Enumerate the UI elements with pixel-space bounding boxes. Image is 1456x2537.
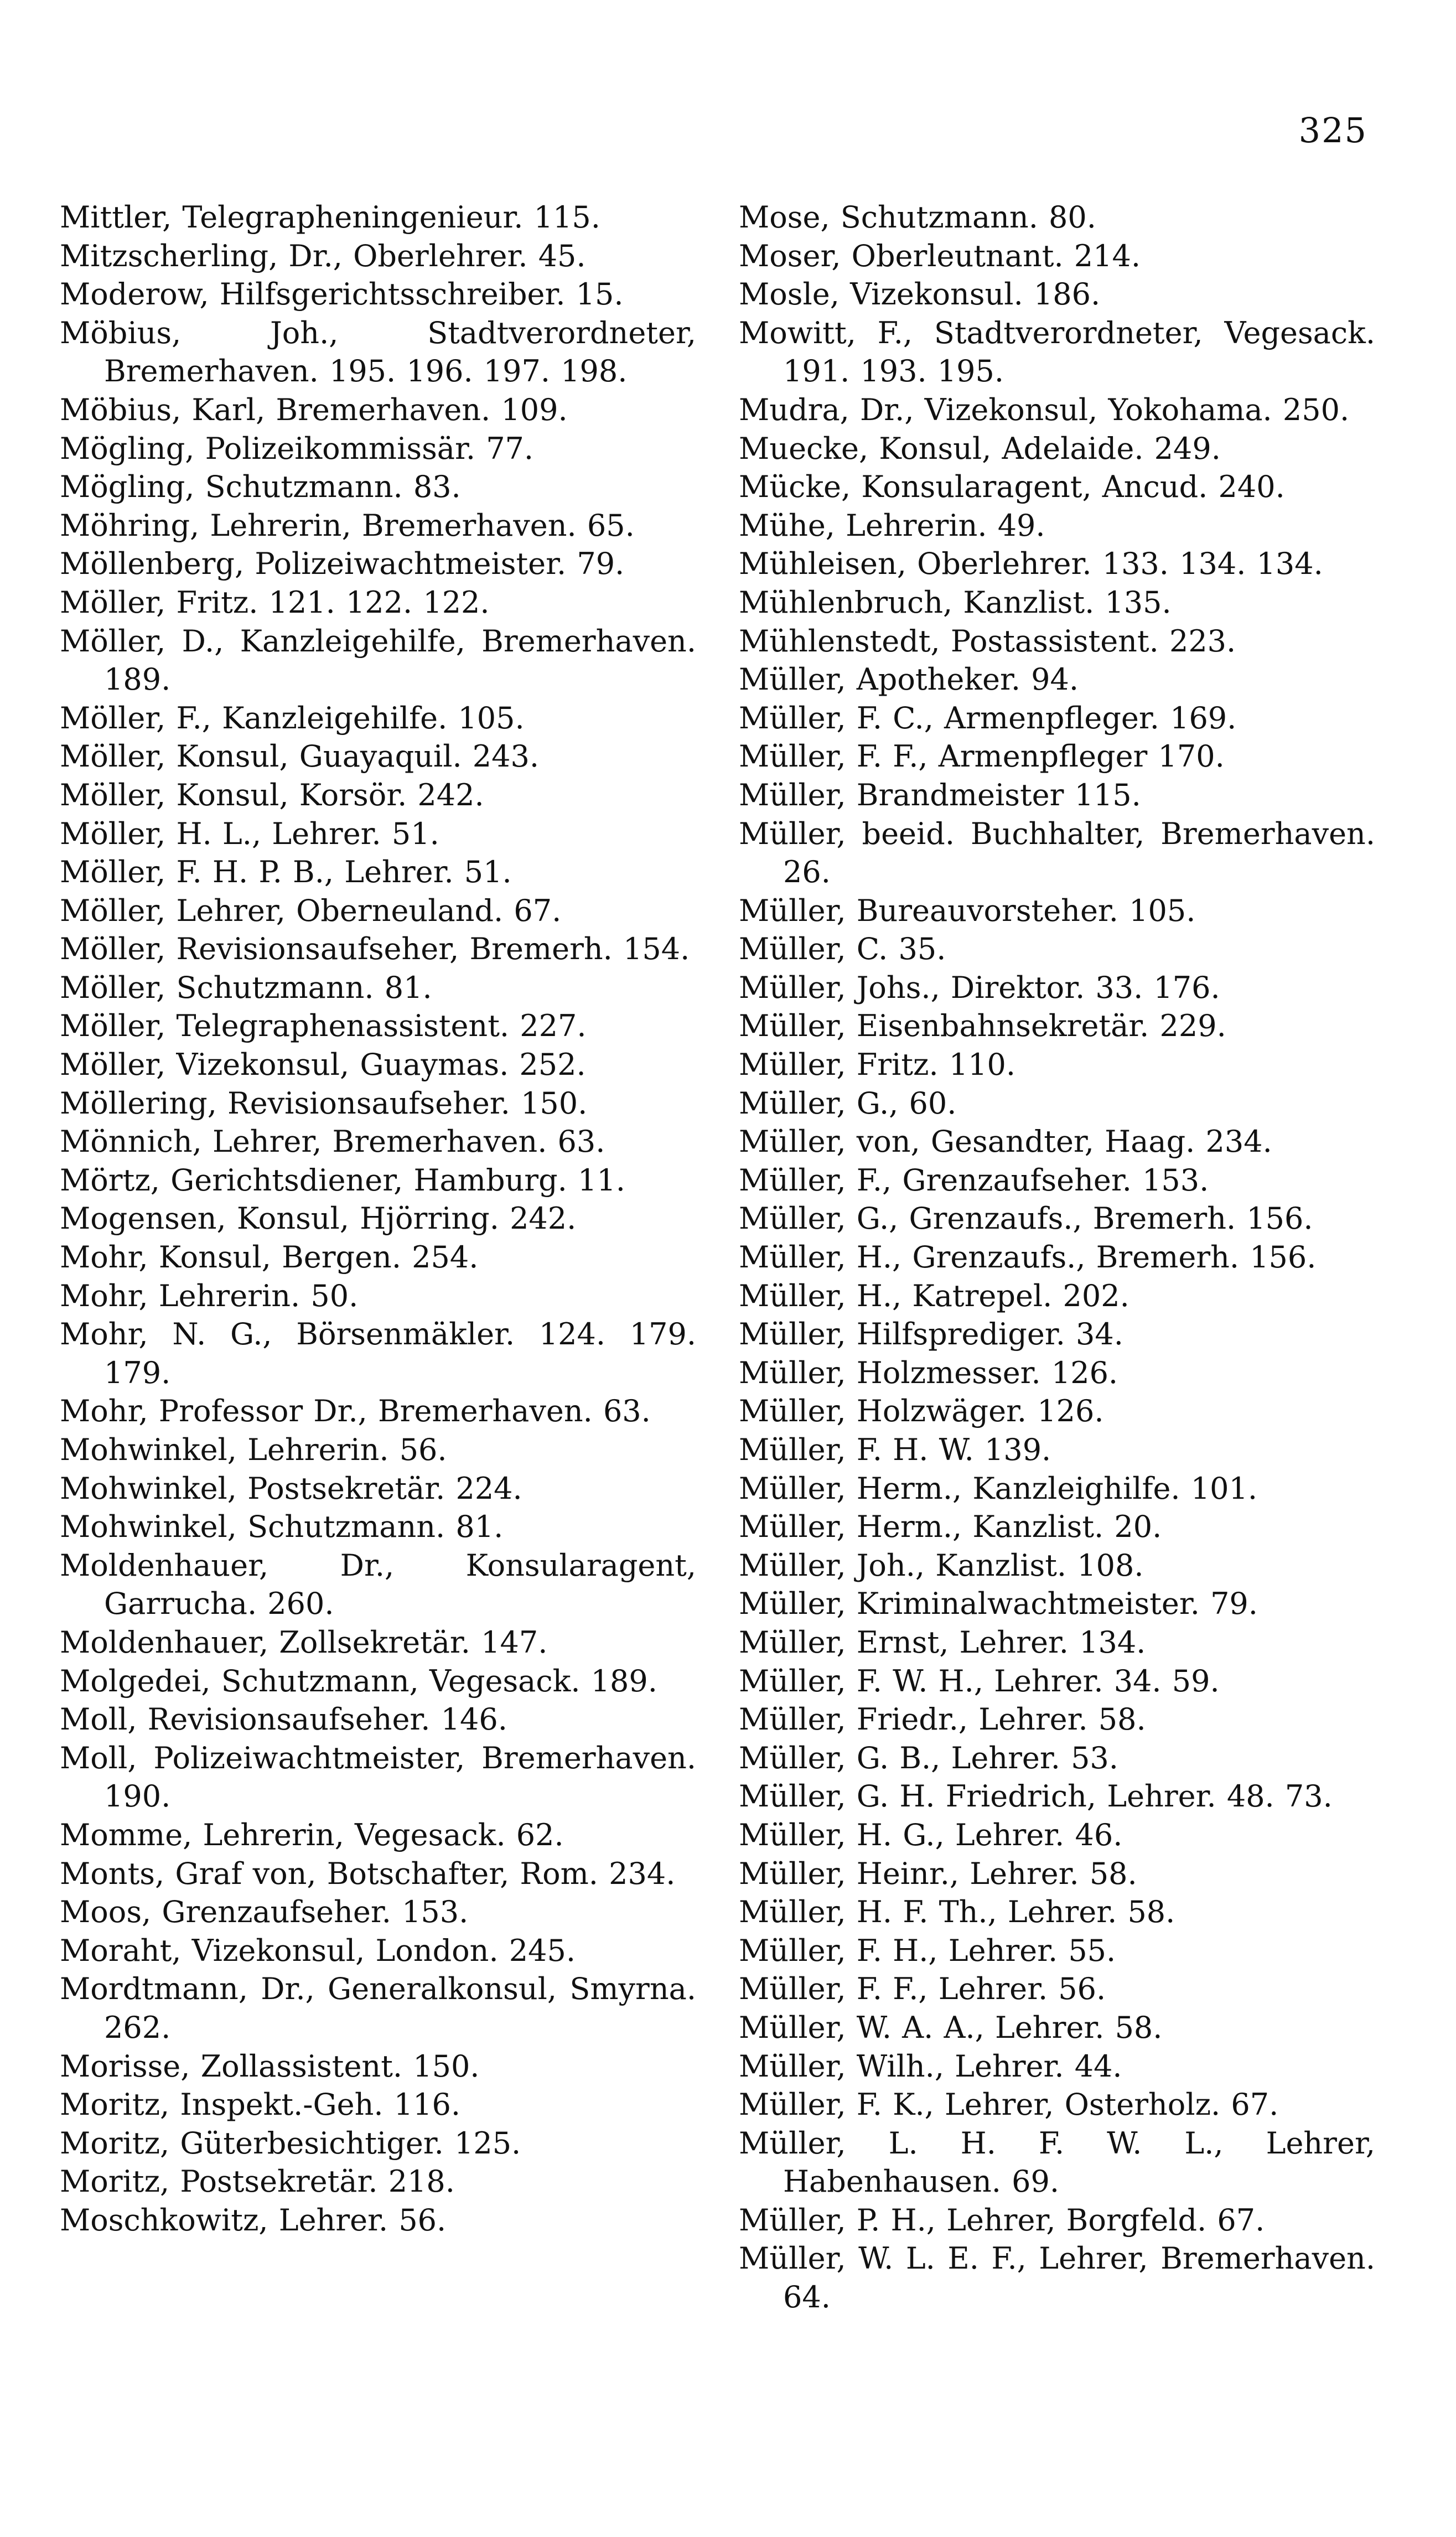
index-entry: Müller, H., Grenzaufs., Bremerh. 156. (739, 1240, 1317, 1275)
right-column (739, 198, 1375, 2317)
index-entry: Moldenhauer, Dr., Konsularagent, Garrucha. 260. (60, 1547, 696, 1622)
index-entry: Moll, Polizeiwachtmeister, Bremerhaven. 190. (60, 1740, 696, 1814)
index-entry: Mitzscherling, Dr., Oberlehrer. 45. (60, 238, 586, 273)
index-entry: Mühlenstedt, Postassistent. 223. (739, 623, 1236, 659)
index-entry: Möller, D., Kanzleigehilfe, Bremerhaven. 189. (60, 623, 696, 697)
index-entry: Möller, Vizekonsul, Guaymas. 252. (60, 1047, 586, 1083)
index-entry: Mörtz, Gerichtsdiener, Hamburg. 11. (60, 1162, 625, 1198)
index-entry: Mohwinkel, Schutzmann. 81. (60, 1509, 504, 1545)
index-entry: Müller, Ernst, Lehrer. 134. (739, 1624, 1146, 1660)
index-entry: Mögling, Schutzmann. 83. (60, 469, 461, 505)
index-entry: Müller, F. F., Lehrer. 56. (739, 1971, 1106, 2007)
index-entry: Müller, F. W. H., Lehrer. 34. 59. (739, 1663, 1220, 1699)
index-entry: Moritz, Postsekretär. 218. (60, 2164, 455, 2199)
index-entry: Müller, Johs., Direktor. 33. 176. (739, 970, 1220, 1005)
index-entry: Möller, Revisionsaufseher, Bremerh. 154. (60, 931, 690, 967)
index-entry: Moraht, Vizekonsul, London. 245. (60, 1933, 576, 1968)
index-entry: Mühe, Lehrerin. 49. (739, 508, 1045, 543)
index-entry: Möller, Schutzmann. 81. (60, 970, 432, 1005)
index-entry: Mohr, Konsul, Bergen. 254. (60, 1240, 479, 1275)
index-entry: Mönnich, Lehrer, Bremerhaven. 63. (60, 1124, 605, 1159)
index-entry: Möller, Fritz. 121. 122. 122. (60, 584, 490, 620)
index-entry: Möller, F. H. P. B., Lehrer. 51. (60, 855, 512, 890)
index-entry: Moritz, Güterbesichtiger. 125. (60, 2125, 521, 2161)
index-entry: Müller, beeid. Buchhalter, Bremerhaven. 26. (739, 816, 1375, 890)
index-entry: Müller, G. H. Friedrich, Lehrer. 48. 73. (739, 1779, 1333, 1814)
index-entry: Möller, Lehrer, Oberneuland. 67. (60, 893, 562, 928)
index-entry: Müller, C. 35. (739, 931, 946, 967)
index-entry: Müller, Bureauvorsteher. 105. (739, 893, 1196, 928)
index-entry: Müller, Friedr., Lehrer. 58. (739, 1702, 1146, 1737)
index-entry: Möllering, Revisionsaufseher. 150. (60, 1085, 588, 1121)
index-entry: Müller, F. H. W. 139. (739, 1432, 1051, 1467)
index-entry: Müller, W. L. E. F., Lehrer, Bremerhaven. 64. (739, 2241, 1375, 2315)
index-entry: Momme, Lehrerin, Vegesack. 62. (60, 1817, 564, 1852)
index-entry: Müller, G. B., Lehrer. 53. (739, 1740, 1118, 1775)
index-entry: Mittler, Telegrapheningenieur. 115. (60, 200, 600, 235)
index-entry: Mohr, Lehrerin. 50. (60, 1278, 359, 1313)
index-entry: Müller, Fritz. 110. (739, 1047, 1016, 1083)
index-entry: Müller, H., Katrepel. 202. (739, 1278, 1129, 1313)
index-entry: Möller, Konsul, Guayaquil. 243. (60, 739, 540, 774)
index-entry: Müller, Kriminalwachtmeister. 79. (739, 1586, 1258, 1622)
index-entry: Mogensen, Konsul, Hjörring. 242. (60, 1201, 577, 1236)
index-entry: Müller, F. C., Armenpfleger. 169. (739, 700, 1237, 736)
index-entry: Möller, Telegraphenassistent. 227. (60, 1008, 587, 1044)
index-entry: Müller, Heinr., Lehrer. 58. (739, 1856, 1137, 1891)
index-entry: Moos, Grenzaufseher. 153. (60, 1894, 469, 1930)
index-entry: Möller, F., Kanzleigehilfe. 105. (60, 700, 525, 736)
index-entry: Müller, Brandmeister 115. (739, 777, 1141, 812)
index-entry: Mohwinkel, Postsekretär. 224. (60, 1471, 522, 1506)
index-entry: Mordtmann, Dr., Generalkonsul, Smyrna. 262. (60, 1971, 696, 2045)
index-entry: Mose, Schutzmann. 80. (739, 200, 1096, 235)
index-entry: Moderow, Hilfsgerichtsschreiber. 15. (60, 277, 624, 312)
index-entry: Möller, H. L., Lehrer. 51. (60, 816, 439, 851)
index-entry: Mühlenbruch, Kanzlist. 135. (739, 584, 1172, 620)
index-entry: Moritz, Inspekt.-Geh. 116. (60, 2087, 460, 2122)
index-entry: Mögling, Polizeikommissär. 77. (60, 431, 534, 466)
index-entry: Müller, Joh., Kanzlist. 108. (739, 1547, 1144, 1583)
index-entry: Mühleisen, Oberlehrer. 133. 134. 134. (739, 546, 1323, 582)
index-entry: Müller, von, Gesandter, Haag. 234. (739, 1124, 1272, 1159)
index-entry: Mohr, Professor Dr., Bremerhaven. 63. (60, 1394, 651, 1429)
index-entry: Möllenberg, Polizeiwachtmeister. 79. (60, 546, 625, 582)
index-entry: Müller, Hilfsprediger. 34. (739, 1317, 1123, 1352)
index-entry: Mücke, Konsularagent, Ancud. 240. (739, 469, 1285, 505)
page-number: 325 (1298, 110, 1367, 151)
index-entry: Müller, F. F., Armenpfleger 170. (739, 739, 1225, 774)
index-entry: Müller, Holzwäger. 126. (739, 1394, 1104, 1429)
index-entry: Müller, Wilh., Lehrer. 44. (739, 2048, 1122, 2084)
index-entry: Mohr, N. G., Börsenmäkler. 124. 179. 179. (60, 1317, 696, 1390)
index-entry: Möhring, Lehrerin, Bremerhaven. 65. (60, 508, 635, 543)
index-entry: Müller, H. G., Lehrer. 46. (739, 1817, 1123, 1852)
left-column (60, 198, 696, 2239)
index-entry: Moschkowitz, Lehrer. 56. (60, 2202, 447, 2238)
index-entry: Mudra, Dr., Vizekonsul, Yokohama. 250. (739, 392, 1350, 427)
index-entry: Müller, Holzmesser. 126. (739, 1355, 1118, 1390)
index-entry: Mohwinkel, Lehrerin. 56. (60, 1432, 447, 1467)
index-entry: Müller, F., Grenzaufseher. 153. (739, 1162, 1209, 1198)
index-entry: Müller, Herm., Kanzleighilfe. 101. (739, 1471, 1257, 1506)
index-entry: Müller, G., Grenzaufs., Bremerh. 156. (739, 1201, 1313, 1236)
index-entry: Müller, F. K., Lehrer, Osterholz. 67. (739, 2087, 1279, 2122)
index-entry: Müller, L. H. F. W. L., Lehrer, Habenhausen. 69. (739, 2125, 1375, 2199)
index-entry: Moser, Oberleutnant. 214. (739, 238, 1141, 273)
index-entry: Müller, Eisenbahnsekretär. 229. (739, 1008, 1226, 1044)
index-entry: Mosle, Vizekonsul. 186. (739, 277, 1101, 312)
index-entry: Molgedei, Schutzmann, Vegesack. 189. (60, 1663, 657, 1699)
index-entry: Müller, W. A. A., Lehrer. 58. (739, 2010, 1163, 2045)
index-entry: Monts, Graf von, Botschafter, Rom. 234. (60, 1856, 676, 1891)
index-entry: Müller, Apotheker. 94. (739, 662, 1079, 697)
index-entry: Möbius, Karl, Bremerhaven. 109. (60, 392, 568, 427)
index-entry: Müller, P. H., Lehrer, Borgfeld. 67. (739, 2202, 1265, 2238)
index-entry: Möbius, Joh., Stadtverordneter, Bremerhaven. 195. 196. 197. 198. (60, 315, 696, 389)
index-entry: Möller, Konsul, Korsör. 242. (60, 777, 484, 812)
index-entry: Müller, G., 60. (739, 1085, 957, 1121)
index-entry: Moll, Revisionsaufseher. 146. (60, 1702, 507, 1737)
index-entry: Müller, F. H., Lehrer. 55. (739, 1933, 1116, 1968)
index-entry: Müller, Herm., Kanzlist. 20. (739, 1509, 1162, 1545)
index-entry: Morisse, Zollassistent. 150. (60, 2048, 480, 2084)
index-entry: Müller, H. F. Th., Lehrer. 58. (739, 1894, 1175, 1930)
index-entry: Muecke, Konsul, Adelaide. 249. (739, 431, 1221, 466)
index-entry: Mowitt, F., Stadtverordneter, Vegesack. 191. 193. 195. (739, 315, 1375, 389)
index-entry: Moldenhauer, Zollsekretär. 147. (60, 1624, 548, 1660)
